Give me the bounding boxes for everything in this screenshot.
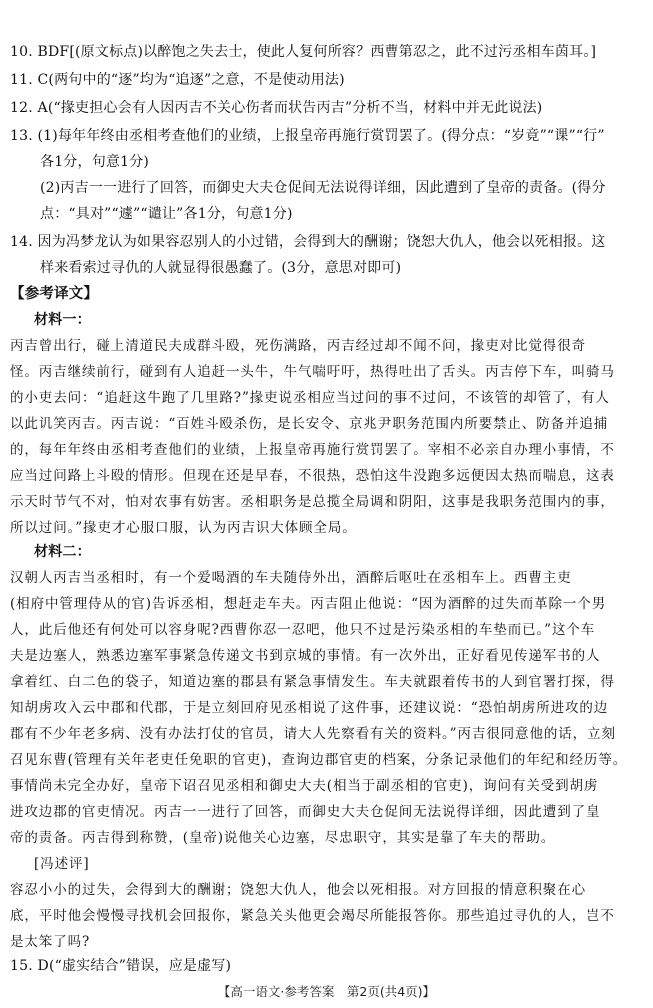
answer-15: 15. D(“虚实结合”错误，应是虚写) bbox=[10, 958, 232, 974]
answer-13-1-cont: 各1分，句意1分) bbox=[40, 154, 150, 170]
m1-line: 丙吉曾出行，碰上清道民夫成群斗殴，死伤满路，丙吉经过却不闻不问，掾吏对比觉得很奇 bbox=[10, 338, 586, 354]
m1-line: 应当过问路上斗殴的情形。但现在还是早春，不很热，恐怕这牛没跑多远便因太热而喘息，这表 bbox=[10, 468, 615, 484]
material-2-title: 材料二： bbox=[34, 544, 91, 560]
m1-line: 怪。丙吉继续前行，碰到有人追赶一头牛，牛气喘吁吁，热得吐出了舌头。丙吉停下车，叫骑马 bbox=[10, 364, 615, 380]
m2-line: (相府中管理侍从的官)告诉丞相，想赶走车夫。丙吉阻止他说：“因为酒醉的过失而革除一个男 bbox=[10, 596, 607, 612]
m2-line: 进攻边郡的官吏情况。丙吉一一进行了回答，而御史大夫仓促间无法说得详细，因此遭到了皇 bbox=[10, 804, 601, 820]
m2-line: 拿着红、白二色的袋子，知道边塞的郡县有紧急事情发生。车夫就跟着传书的人到官署打探，得 bbox=[10, 674, 615, 690]
m1-line: 示天时节气不对，怕对农事有妨害。丞相职务是总揽全局调和阴阳，这事是我职务范围内的事， bbox=[10, 494, 615, 510]
m2-line: 召见东曹(管理有关年老吏任免职的官吏)，查询边郡官吏的档案，分条记录他们的年纪和经历等。 bbox=[10, 752, 628, 768]
page-footer: 【高一语文·参考答案 第2页(共4页)】 bbox=[217, 984, 436, 999]
m1-line: 以此讥笑丙吉。丙吉说：“百姓斗殴杀伤，是长安令、京兆尹职务范围内所要禁止、防备并追捕 bbox=[10, 416, 609, 432]
m2-line: 事情尚未完全办好，皇帝下诏召见丞相和御史大夫(相当于副丞相的官吏)，询问有关受到胡虏 bbox=[10, 778, 599, 794]
m2-line: 帝的责备。丙吉得到称赞，(皇帝)说他关心边塞，尽忠职守，其实是靠了车夫的帮助。 bbox=[10, 830, 556, 846]
comment-line: 容忍小小的过失，会得到大的酬谢；饶恕大仇人，他会以死相报。对方回报的情意积聚在心 bbox=[10, 882, 586, 898]
material-1-title: 材料一： bbox=[34, 312, 91, 328]
m2-line: 知胡虏攻入云中郡和代郡，于是立刻回府见丞相说了这件事，还建议说：“恐怕胡虏所进攻的边 bbox=[10, 700, 609, 716]
answer-11: 11. C(两句中的“逐”均为“追逐”之意，不是使动用法) bbox=[10, 72, 345, 88]
answer-14-cont: 样来看索过寻仇的人就显得很愚蠢了。(3分，意思对即可) bbox=[40, 260, 402, 276]
m2-line: 人，此后他还有何处可以容身呢?西曹你忍一忍吧，他只不过是污染丞相的车垫而已。”这个车 bbox=[10, 622, 596, 638]
answer-14: 14. 因为冯梦龙认为如果容忍别人的小过错，会得到大的酬谢；饶恕大仇人，他会以死相报。这 bbox=[10, 234, 606, 250]
comment-line: 底，平时他会慢慢寻找机会回报你，紧急关头他更会竭尽所能报答你。那些追过寻仇的人，岂不 bbox=[10, 908, 615, 924]
m1-line: 所以过问。”掾吏才心服口服，认为丙吉识大体顾全局。 bbox=[10, 520, 357, 536]
answer-12: 12. A(“掾吏担心会有人因丙吉不关心伤者而状告丙吉”分析不当，材料中并无此说法) bbox=[10, 100, 543, 116]
translation-heading: 【参考译文】 bbox=[10, 286, 99, 302]
comment-title: [冯述评] bbox=[34, 856, 90, 872]
answer-10: 10. BDF[(原文标点)以醉饱之失去士，使此人复何所容？西曹第忍之，此不过污丞相车茵耳。] bbox=[10, 44, 597, 60]
answer-13-2-cont: 点：“具对”“遽”“谴让”各1分，句意1分) bbox=[40, 206, 293, 222]
m2-line: 汉朝人丙吉当丞相时，有一个爱喝酒的车夫随侍外出，酒醉后呕吐在丞相车上。西曹主吏 bbox=[10, 570, 572, 586]
answer-13-2: (2)丙吉一一进行了回答，而御史大夫仓促间无法说得详细，因此遭到了皇帝的责备。(得分 bbox=[40, 180, 606, 196]
m2-line: 郡有不少年老多病、没有办法打仗的官员，请大人先察看有关的资料。”丙吉很同意他的话，立刻 bbox=[10, 726, 616, 742]
m1-line: 的，每年年终由丞相考查他们的业绩，上报皇帝再施行赏罚罢了。宰相不必亲自办理小事情，不 bbox=[10, 442, 615, 458]
m1-line: 的小吏去问：“追赶这牛跑了几里路?”掾吏说丞相应当过问的事不过问，不该管的却管了，有人 bbox=[10, 390, 610, 406]
answer-13-1: 13. (1)每年年终由丞相考查他们的业绩，上报皇帝再施行赏罚罢了。(得分点：“岁竟”“课”“行” bbox=[10, 128, 605, 144]
m2-line: 夫是边塞人，熟悉边塞军事紧急传递文书到京城的事情。有一次外出，正好看见传递军书的人 bbox=[10, 648, 601, 664]
comment-line: 是太笨了吗? bbox=[10, 934, 91, 950]
